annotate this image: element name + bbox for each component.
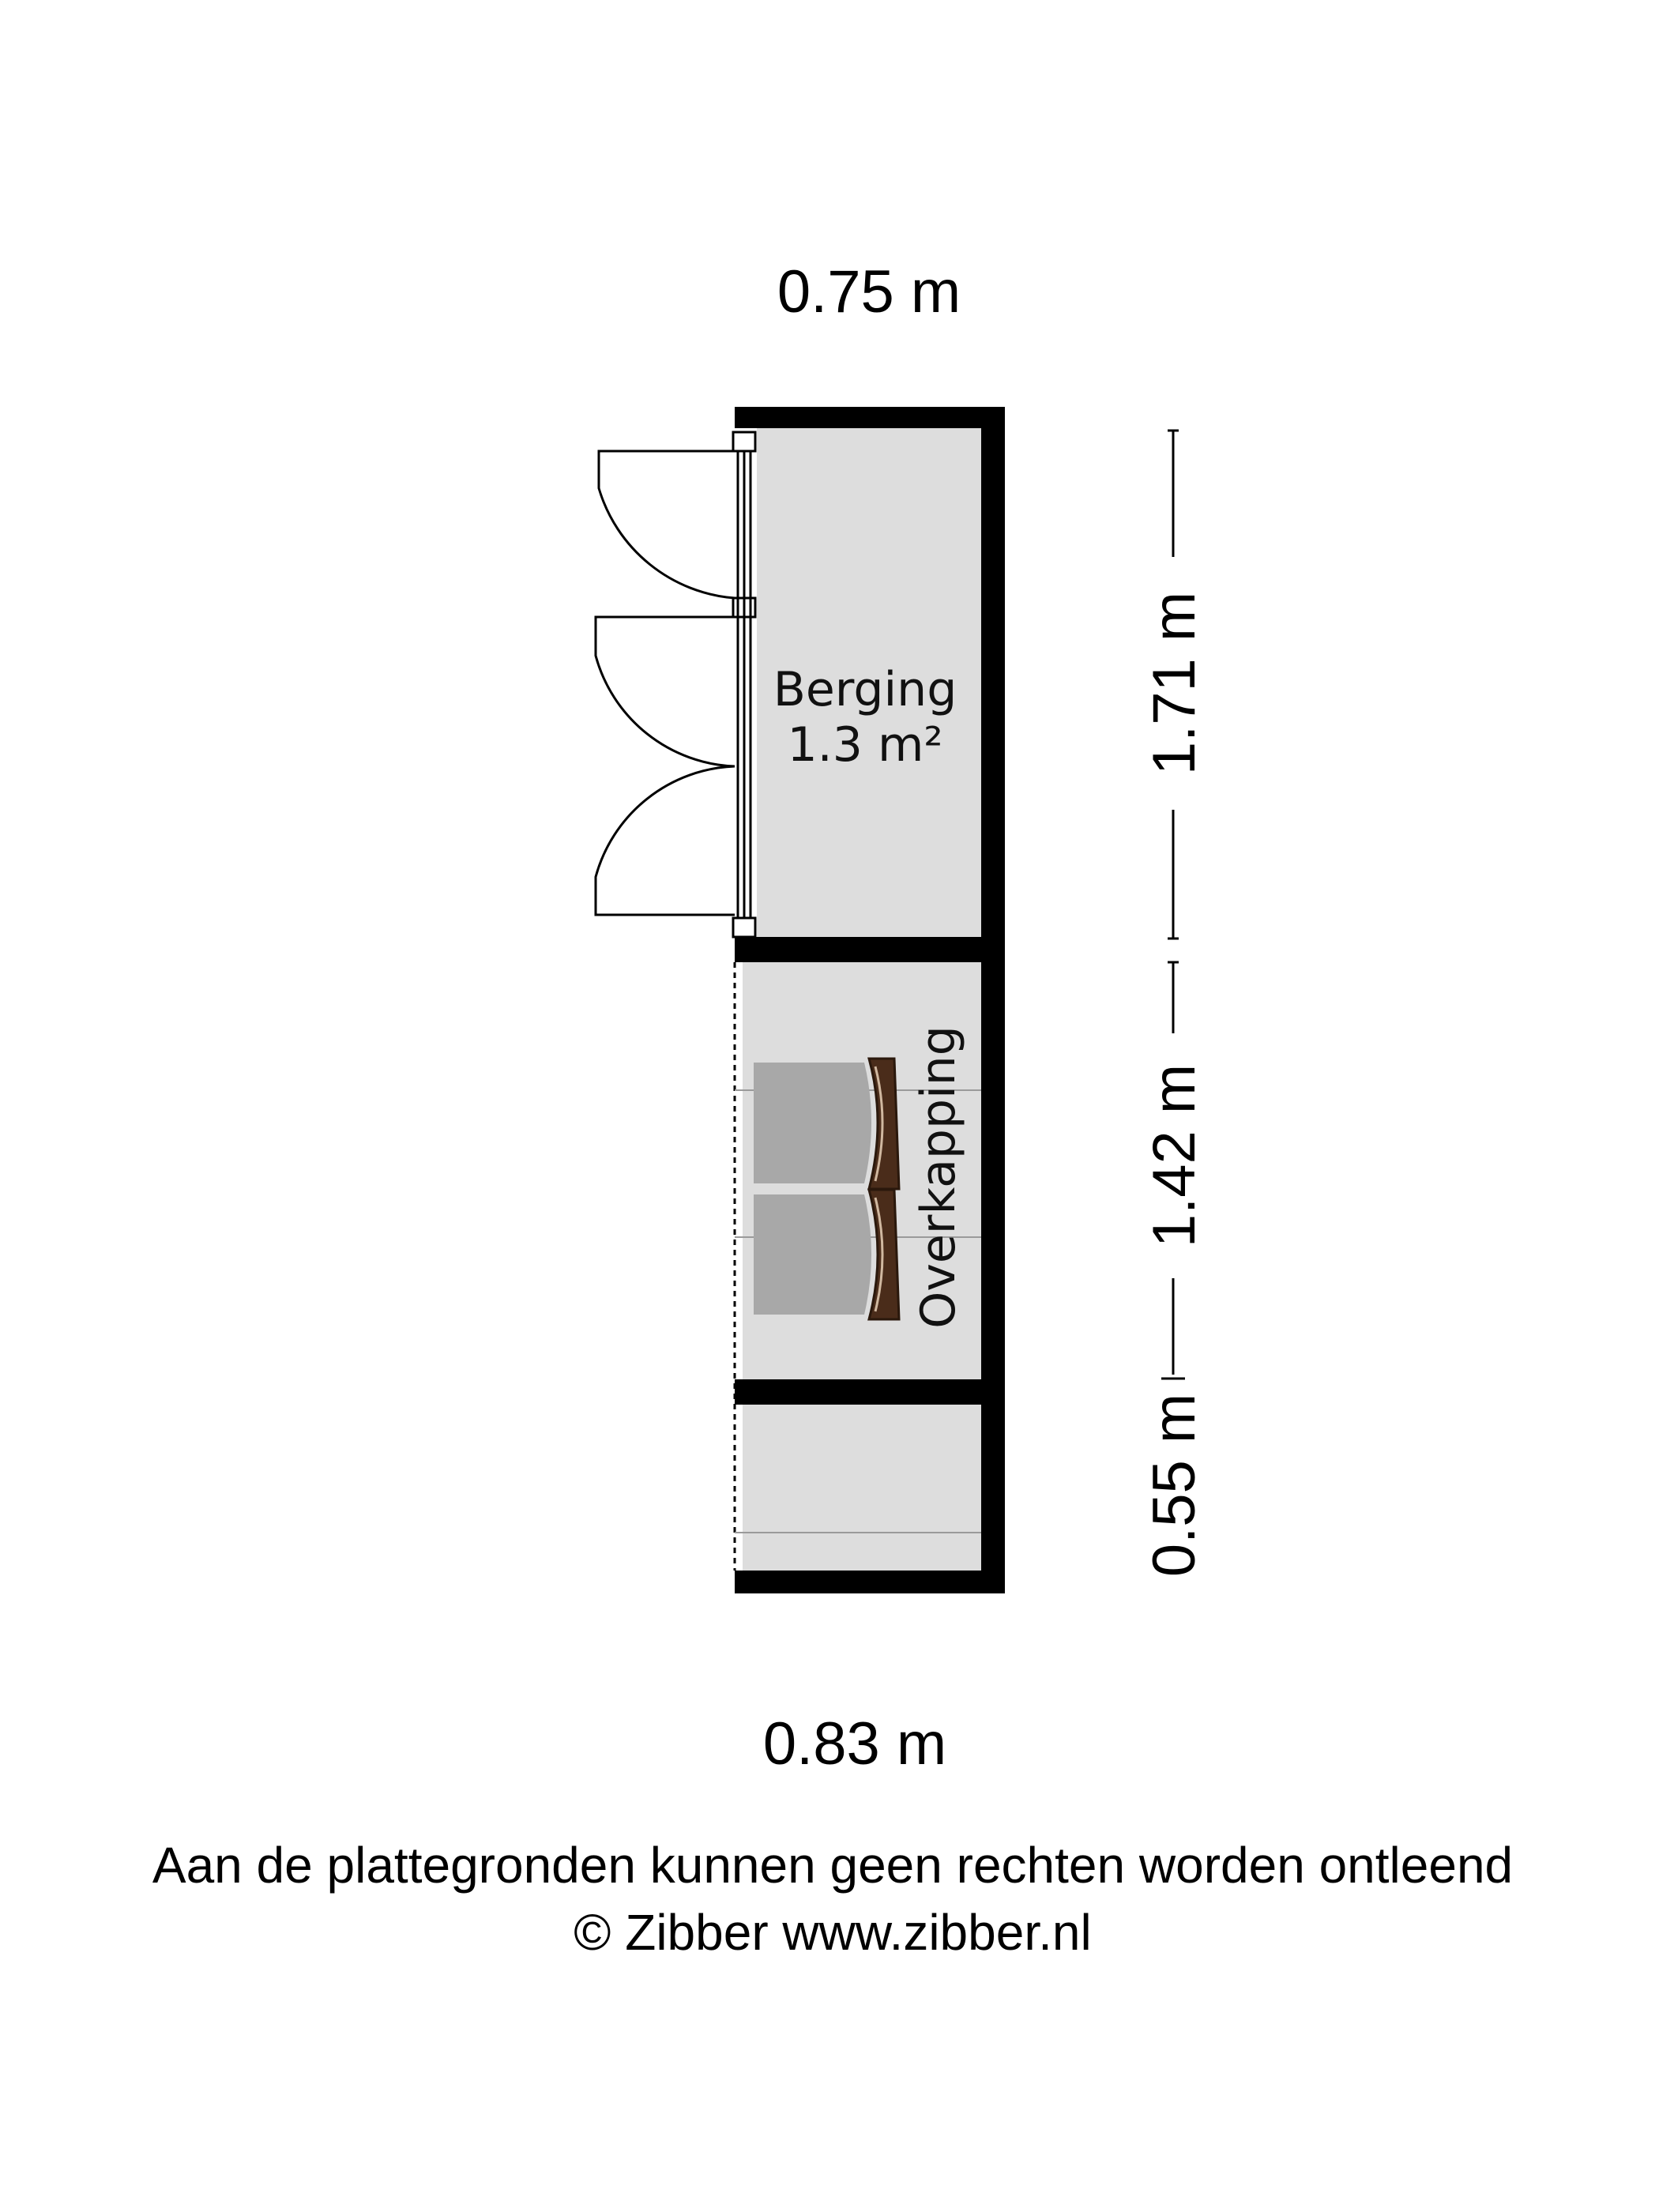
lower-section-floor	[743, 1405, 981, 1571]
wall-left-upper	[735, 407, 757, 427]
lounge-chair-1-seat	[754, 1063, 871, 1183]
footer-disclaimer: Aan de plattegronden kunnen geen rechten worden ontleend	[152, 1837, 1514, 1894]
wall-top	[735, 407, 1005, 428]
room-name-overkapping: Overkapping	[911, 1025, 966, 1329]
door-frame-bottom-block	[733, 918, 755, 937]
wall-right	[981, 407, 1005, 1593]
right-lower-dimension: 0.55 m	[1141, 1393, 1208, 1578]
lounge-chair-2	[754, 1190, 899, 1319]
room-area-berging: 1.3 m²	[787, 717, 943, 773]
door-frame-top-block	[733, 432, 755, 451]
wall-divider-1	[735, 937, 981, 962]
door-swing-1	[599, 451, 735, 598]
door-swing-3	[596, 766, 735, 915]
door-frame	[733, 432, 755, 937]
right-middle-dimension: 1.42 m	[1141, 1063, 1208, 1248]
wall-divider-2	[735, 1379, 981, 1405]
footer-copyright: © Zibber www.zibber.nl	[574, 1904, 1092, 1961]
room-name-berging: Berging	[773, 662, 957, 717]
wall-bottom	[735, 1571, 1005, 1593]
lounge-chair-2-seat	[754, 1194, 871, 1315]
door-swing-2	[596, 617, 735, 766]
bottom-width-dimension: 0.83 m	[762, 1710, 947, 1778]
top-width-dimension: 0.75 m	[777, 258, 961, 325]
lounge-chair-1	[754, 1059, 899, 1189]
right-upper-dimension: 1.71 m	[1141, 591, 1208, 776]
door-swings	[596, 451, 735, 915]
